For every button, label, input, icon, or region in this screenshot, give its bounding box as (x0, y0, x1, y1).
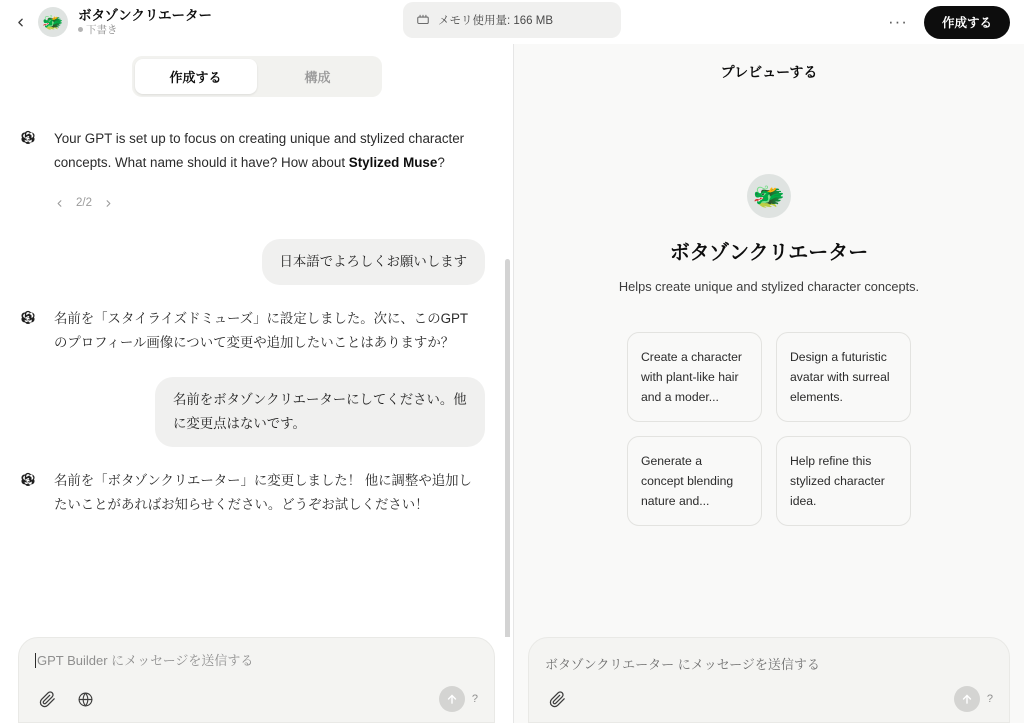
globe-icon[interactable] (73, 687, 97, 711)
preview-gpt-name: ボタゾンクリエーター (669, 242, 869, 264)
pager-label: 2/2 (76, 197, 92, 209)
message-pager (54, 197, 485, 209)
assistant-text-part-1: Your GPT is set up to focus on creating unique and stylized character concepts. What name should it have? How about (54, 131, 465, 170)
create-button[interactable]: 作成する (924, 6, 1010, 39)
preview-avatar-glyph: 🐲 (752, 180, 786, 211)
builder-composer-wrap (0, 637, 513, 723)
status-label: 下書き (86, 23, 118, 36)
main-body (0, 44, 1024, 723)
message-input-placeholder: GPT Builder にメッセージを送信する (37, 653, 254, 668)
status-dot-icon (78, 27, 83, 32)
tab-configure[interactable]: 構成 (304, 70, 331, 85)
paperclip-icon[interactable] (545, 687, 569, 711)
top-bar-actions (884, 6, 1010, 39)
memory-usage-pill (403, 2, 621, 38)
memory-icon (416, 13, 430, 27)
user-message-text: 日本語でよろしくお願いします (262, 239, 485, 285)
gpt-builder-icon (18, 309, 40, 331)
starter-prompt-4[interactable]: Help refine this stylized character idea. (776, 436, 911, 526)
back-icon[interactable] (6, 8, 34, 36)
starter-prompt-3[interactable]: Generate a concept blending nature and... (627, 436, 762, 526)
builder-composer[interactable] (18, 637, 495, 723)
assistant-text-part-2: ? (437, 155, 445, 170)
paperclip-icon[interactable] (35, 687, 59, 711)
tab-create[interactable]: 作成する (135, 59, 257, 94)
chat-message-user (18, 239, 485, 285)
composer-actions (35, 686, 478, 712)
preview-message-input-placeholder: ボタゾンクリエーター にメッセージを送信する (545, 657, 820, 672)
assistant-message-text: 名前を「ボタゾンクリエーター」に変更しました！ 他に調整や追加したいことがあればお知らせください。どうぞお試しください！ (54, 473, 472, 512)
pager-prev-icon[interactable] (54, 198, 65, 209)
conversation-starters (627, 332, 911, 526)
preview-composer-wrap (514, 637, 1024, 723)
starter-prompt-2[interactable]: Design a futuristic avatar with surreal elements. (776, 332, 911, 422)
tab-group (132, 56, 382, 97)
preview-pane (514, 44, 1024, 723)
help-label[interactable]: ? (986, 693, 993, 705)
gpt-builder-icon (18, 471, 40, 493)
top-bar (0, 0, 1024, 44)
memory-usage-label: メモリ使用量: 166 MB (438, 15, 554, 27)
preview-avatar (747, 174, 791, 218)
tabs-row (0, 44, 513, 105)
user-message-text: 名前をボタゾンクリエーターにしてください。他に変更点はないです。 (155, 377, 485, 447)
help-label[interactable]: ? (471, 693, 478, 705)
builder-pane (0, 44, 514, 723)
chat-message-user (18, 377, 485, 447)
starter-prompt-1[interactable]: Create a character with plant-like hair and a moder... (627, 332, 762, 422)
avatar (38, 7, 68, 37)
avatar-glyph: 🐲 (42, 12, 64, 32)
assistant-text-bold: Stylized Muse (348, 155, 438, 170)
pager-next-icon[interactable] (103, 198, 114, 209)
message-input-row[interactable] (35, 652, 478, 670)
preview-composer[interactable] (528, 637, 1010, 723)
more-options-icon[interactable]: ··· (884, 8, 912, 36)
chat-thread (0, 105, 513, 637)
gpt-builder-icon (18, 129, 40, 151)
chat-message-assistant (18, 127, 485, 175)
preview-composer-actions (545, 686, 993, 712)
send-up-arrow-icon[interactable] (439, 686, 465, 712)
page-title: ボタゾンクリエーター (78, 7, 213, 23)
text-caret (35, 653, 36, 668)
chat-message-assistant (18, 307, 485, 355)
chat-scrollbar[interactable] (505, 159, 510, 637)
preview-gpt-description: Helps create unique and stylized character concepts. (618, 279, 920, 294)
preview-content (514, 88, 1024, 637)
chat-message-assistant (18, 469, 485, 517)
chat-scrollbar-thumb[interactable] (505, 259, 510, 637)
title-block (78, 8, 212, 37)
status-badge (78, 23, 212, 37)
assistant-message-text (54, 127, 479, 175)
assistant-message-text: 名前を「スタイライズドミューズ」に設定しました。次に、このGPTのプロフィール画像について変更や追加したいことはありますか？ (54, 311, 469, 350)
preview-header: プレビューする (720, 64, 818, 80)
send-up-arrow-icon[interactable] (954, 686, 980, 712)
